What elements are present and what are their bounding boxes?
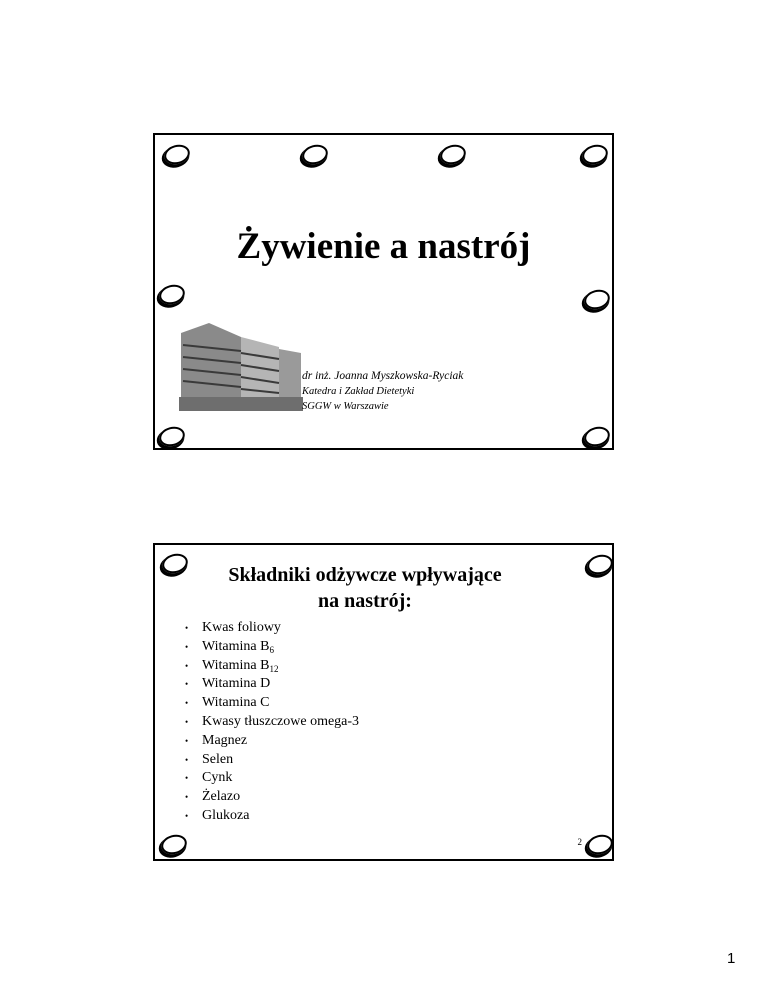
binder-ring-icon [585,832,615,857]
binder-ring-icon [438,142,468,167]
author-department: Katedra i Zakład Dietetyki [302,386,415,397]
list-item: • Magnez [185,732,359,751]
list-item: • Cynk [185,769,359,788]
list-item: • Witamina $B_6$ [185,638,359,657]
list-item: • Żelazo [185,788,359,807]
slide-2 [153,543,614,861]
author-university: SGGW w Warszawie [302,401,389,412]
binder-ring-icon [159,832,189,857]
author-info [302,369,463,414]
list-item: • Kwasy tłuszczowe omega-3 [185,713,359,732]
binder-ring-icon [157,424,187,449]
binder-ring-icon [300,142,330,167]
list-item: • Witamina C [185,694,359,713]
slide-1 [153,133,614,450]
slide-title-line-2: na nastrój: [318,590,412,612]
binder-ring-icon [157,282,187,307]
building-photo [179,319,303,411]
slide-title-line-1: Składniki odżywcze wpływające [228,564,502,586]
binder-ring-icon [162,142,192,167]
list-item: • Witamina D [185,675,359,694]
page-number: 1 [727,950,736,967]
slide-title [185,562,545,614]
binder-ring-icon [582,424,612,449]
nutrient-list [185,619,359,826]
list-item: • Glukoza [185,807,359,826]
binder-ring-icon [582,287,612,312]
slide-title: Żywienie a nastrój [236,226,531,267]
list-item: • Selen [185,751,359,770]
slide-number: 2 [577,837,582,847]
binder-ring-icon [580,142,610,167]
list-item: • Kwas foliowy [185,619,359,638]
author-name: dr inż. Joanna Myszkowska-Ryciak [302,370,464,382]
list-item: • Witamina $B_{12}$ [185,657,359,676]
binder-ring-icon [585,552,615,577]
